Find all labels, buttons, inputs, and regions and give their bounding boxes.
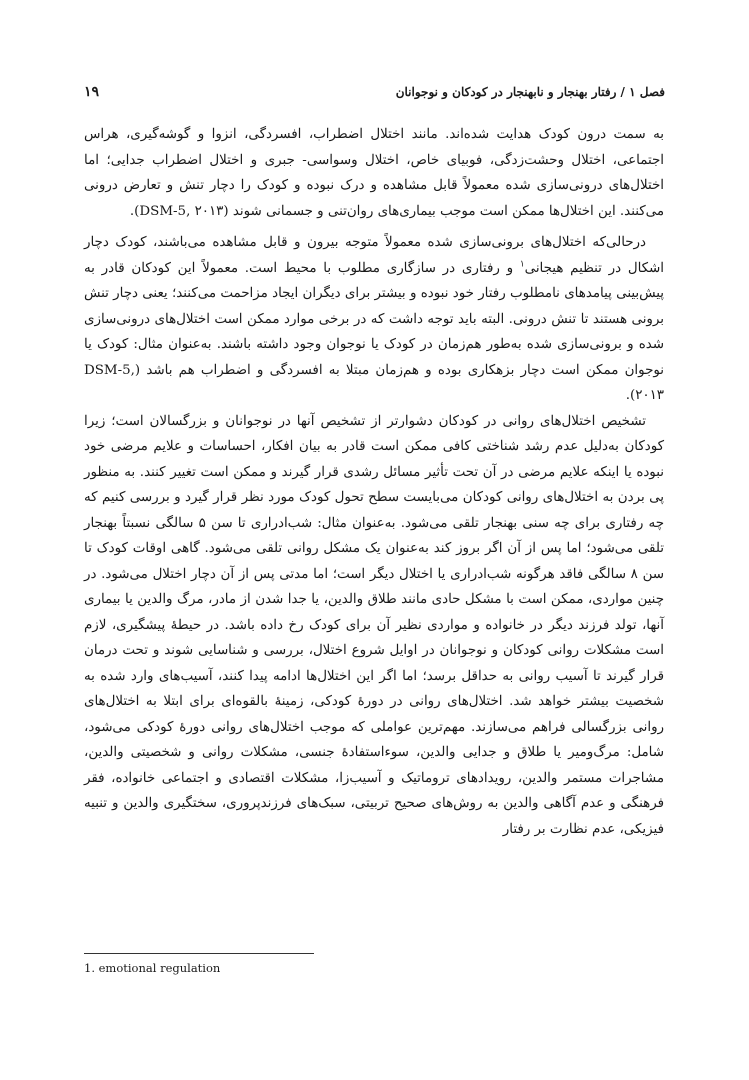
paragraph [84,409,664,843]
footnote-marker[interactable]: ۱ [519,259,525,270]
chapter-title: فصل ۱ / رفتار بهنجار و نابهنجار در کودکان و نوجوانان [395,85,665,99]
paragraph-text: به سمت درون کودک هدایت شده‌اند. مانند اختلال اضطراب، افسردگی، انزوا و گوشه‌گیری، هراس اجتماعی، اختلال وحشت‌زدگی، فوبیای خاص، اختلال وسواسی- جبری و اختلال اضطراب جدایی؛ اما اختلال‌های درونی‌سازی شده معمولاً قابل مشاهده و درک نبوده و کودک را دچار تنش و تعارض درونی می‌کنند. این اختلال‌ها ممکن است موجب بیماری‌های روان‌تنی و جسمانی شوند (DSM-5, ۲۰۱۳). [84,127,664,219]
footnote-divider [84,953,314,954]
paragraph [84,122,664,224]
paragraph-text: تشخیص اختلال‌های روانی در کودکان دشوارتر از تشخیص آنها در نوجوانان و بزرگسالان است؛ زیرا کودکان به‌دلیل عدم رشد شناختی کافی ممکن است قادر به بیان افکار، احساسات و علایم مرضی خود نبوده یا اینکه علایم مرضی در آن تحت تأثیر مسائل رشدی قرار گیرند و ممکن است تغییر کنند. به منظور پی بردن به اختلال‌های روانی کودکان می‌بایست سطح تحول کودک مورد نظر قرار گیرد و بررسی کنیم که چه رفتاری برای چه سنی بهنجار تلقی می‌شود. به‌عنوان مثال: شب‌ادراری تا سن ۵ سالگی نسبتاً بهنجار تلقی می‌شود؛ اما پس از آن اگر بروز کند به‌عنوان یک مشکل روانی تلقی می‌شود. گاهی اوقات کودک تا سن ۸ سالگی فاقد هرگونه شب‌ادراری یا اختلال دیگر است؛ اما مدتی پس از آن دچار اختلال می‌شود. در چنین مواردی، ممکن است با مشکل حادی مانند طلاق والدین، یا جدا شدن از مادر، مرگ والدین یا بیماری آنها، تولد فرزند دیگر در خانواده و مواردی نظیر آن برای کودک رخ داده باشد. در حیطهٔ پیشگیری، لازم است مشکلات روانی کودکان و نوجوانان در اوایل شروع اختلال، بررسی و شناسایی شوند و تحت درمان قرار گیرند تا آسیب روانی به حداقل برسد؛ اما اگر این اختلال‌ها ادامه پیدا کنند، آسیب‌های وارد شده به شخصیت بیشتر خواهد شد. اختلال‌های روانی در دورهٔ کودکی، زمینهٔ بالقوه‌ای برای ابتلا به اختلال‌های روانی بزرگسالی فراهم می‌سازند. مهم‌ترین عواملی که موجب اختلال‌های روانی دورهٔ کودکی می‌شود، شامل: مرگ‌ومیر یا طلاق و جدایی والدین، سوءاستفادهٔ جنسی، مشکلات روانی و شخصیتی والدین، مشاجرات مستمر والدین، رویدادهای تروماتیک و آسیب‌زا، مشکلات اقتصادی و اجتماعی خانواده، فقر فرهنگی و عدم آگاهی والدین به روش‌های صحیح تربیتی، سبک‌های فرزندپروری، سختگیری والدین و تنبیه فیزیکی، عدم نظارت بر رفتار [84,413,665,837]
paragraph [84,230,664,409]
main-text [84,122,664,842]
page-number: ۱۹ [84,84,100,100]
paragraph-text: درحالی‌که اختلال‌های برونی‌سازی شده معمولاً متوجه بیرون و قابل مشاهده می‌باشند، کودک دچار اشکال در تنظیم هیجانی [84,235,664,276]
paragraph-text: و رفتاری در سازگاری مطلوب با محیط است. معمولاً این کودکان قادر به پیش‌بینی پیامدهای نامطلوب رفتار خود نبوده و بیشتر برای دیگران ایجاد مزاحمت می‌کنند؛ یعنی دچار تنش برونی هستند تا تنش درونی. البته باید توجه داشت که در برخی موارد ممکن است اختلال‌های درونی‌سازی شده و برونی‌سازی شده به‌طور هم‌زمان در کودک یا نوجوان وجود داشته باشند. به‌عنوان مثال: کودک یا نوجوان ممکن است دچار بزهکاری بوده و هم‌زمان مبتلا به افسردگی و اضطراب هم باشد (DSM-5, ۲۰۱۳). [84,260,664,403]
footnote: 1. emotional regulation [84,961,221,975]
running-header [84,84,665,110]
